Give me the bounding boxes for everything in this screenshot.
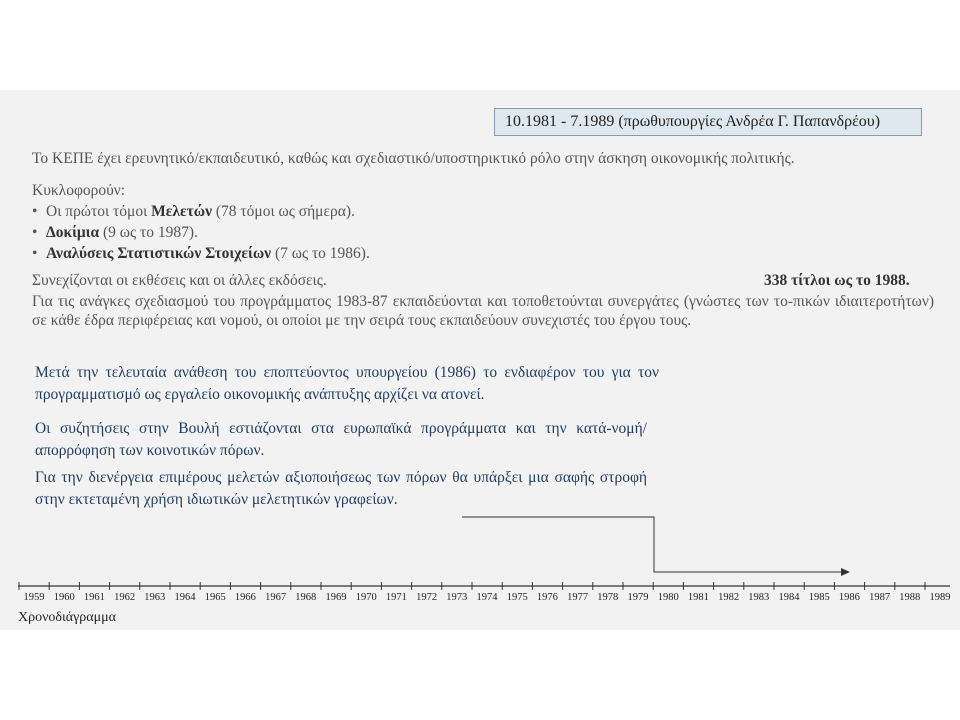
timeline-year: 1985 xyxy=(808,592,830,603)
blue-note-1: Μετά την τελευταία ανάθεση του εποπτεύοντος υπουργείου (1986) το ενδιαφέρον του για τον προγραμματισμό ως εργαλείο οικονομικής ανάπτυξης αρχίζει να ατονεί. xyxy=(35,364,659,403)
timeline-year: 1970 xyxy=(355,592,377,603)
timeline-year: 1978 xyxy=(597,592,619,603)
bullet-icon: • xyxy=(32,224,38,241)
bullet-icon: • xyxy=(32,245,38,262)
timeline-year: 1959 xyxy=(23,592,45,603)
timeline-year: 1986 xyxy=(838,592,860,603)
item-after: (9 ως το 1987). xyxy=(99,224,198,241)
item-bold: Αναλύσεις Στατιστικών Στοιχείων xyxy=(46,245,272,262)
item-after: (7 ως το 1986). xyxy=(271,245,370,262)
intro-text: Το ΚΕΠΕ έχει ερευνητικό/εκπαιδευτικό, καθώς και σχεδιαστικό/υποστηρικτικό ρόλο στην άσκηση οικονομικής πολιτικής. xyxy=(32,150,795,167)
period-label: 10.1981 - 7.1989 (πρωθυπουργίες Ανδρέα Γ. Παπανδρέου) xyxy=(494,108,922,136)
timeline-year: 1977 xyxy=(567,592,589,603)
timeline-year: 1971 xyxy=(385,592,407,603)
item-bold: Μελετών xyxy=(151,203,212,220)
publications-heading: Κυκλοφορούν: xyxy=(32,182,126,199)
timeline-year: 1989 xyxy=(929,592,951,603)
period-arrow-line xyxy=(462,517,842,572)
timeline-year: 1980 xyxy=(657,592,679,603)
item-before: Οι πρώτοι τόμοι xyxy=(46,203,152,220)
timeline-year: 1975 xyxy=(506,592,528,603)
timeline-year: 1966 xyxy=(234,592,256,603)
timeline-year: 1973 xyxy=(446,592,468,603)
timeline-year: 1967 xyxy=(265,592,287,603)
timeline-year: 1964 xyxy=(174,592,196,603)
bullet-icon: • xyxy=(32,203,38,220)
timeline-year: 1969 xyxy=(325,592,347,603)
timeline-year: 1960 xyxy=(53,592,75,603)
item-bold: Δοκίμια xyxy=(46,224,100,241)
timeline-year: 1962 xyxy=(114,592,136,603)
timeline-year: 1972 xyxy=(416,592,438,603)
timeline-label: Χρονοδιάγραμμα xyxy=(18,610,116,625)
period-arrow-head xyxy=(841,568,850,576)
timeline-year: 1988 xyxy=(899,592,921,603)
timeline-year: 1961 xyxy=(83,592,105,603)
titles-count: 338 τίτλοι ως το 1988. xyxy=(764,272,910,289)
item-after: (78 τόμοι ως σήμερα). xyxy=(212,203,355,220)
continues-text: Συνεχίζονται οι εκθέσεις και οι άλλες εκδόσεις. xyxy=(32,272,327,289)
timeline-year: 1965 xyxy=(204,592,226,603)
timeline-year: 1968 xyxy=(295,592,317,603)
timeline-year: 1976 xyxy=(536,592,558,603)
timeline-year: 1983 xyxy=(748,592,770,603)
timeline-year: 1987 xyxy=(869,592,891,603)
planning-text: Για τις ανάγκες σχεδιασμού του προγράμματος 1983-87 εκπαιδεύονται και τοποθετούνται συνεργάτες (γνώστες των το-πικών ιδιαιτεροτήτων) σε κάθε έδρα περιφέρειας και νομού, οι οποίοι με την σειρά τους εκπαιδεύουν συνεχιστές του έργου τους. xyxy=(32,293,934,329)
timeline-year: 1974 xyxy=(476,592,498,603)
timeline-year: 1981 xyxy=(687,592,709,603)
timeline-year: 1979 xyxy=(627,592,649,603)
blue-note-2: Οι συζητήσεις στην Βουλή εστιάζονται στα ευρωπαϊκά προγράμματα και την κατά-νομή/απορρόφηση των κοινοτικών πόρων. xyxy=(35,420,647,459)
timeline-year: 1982 xyxy=(718,592,740,603)
timeline-year: 1963 xyxy=(144,592,166,603)
blue-note-3: Για την διενέργεια επιμέρους μελετών αξιοποιήσεως των πόρων θα υπάρξει μια σαφής στροφή στην εκτεταμένη χρήση ιδιωτικών μελετητικών γραφείων. xyxy=(35,469,647,508)
timeline-year: 1984 xyxy=(778,592,800,603)
